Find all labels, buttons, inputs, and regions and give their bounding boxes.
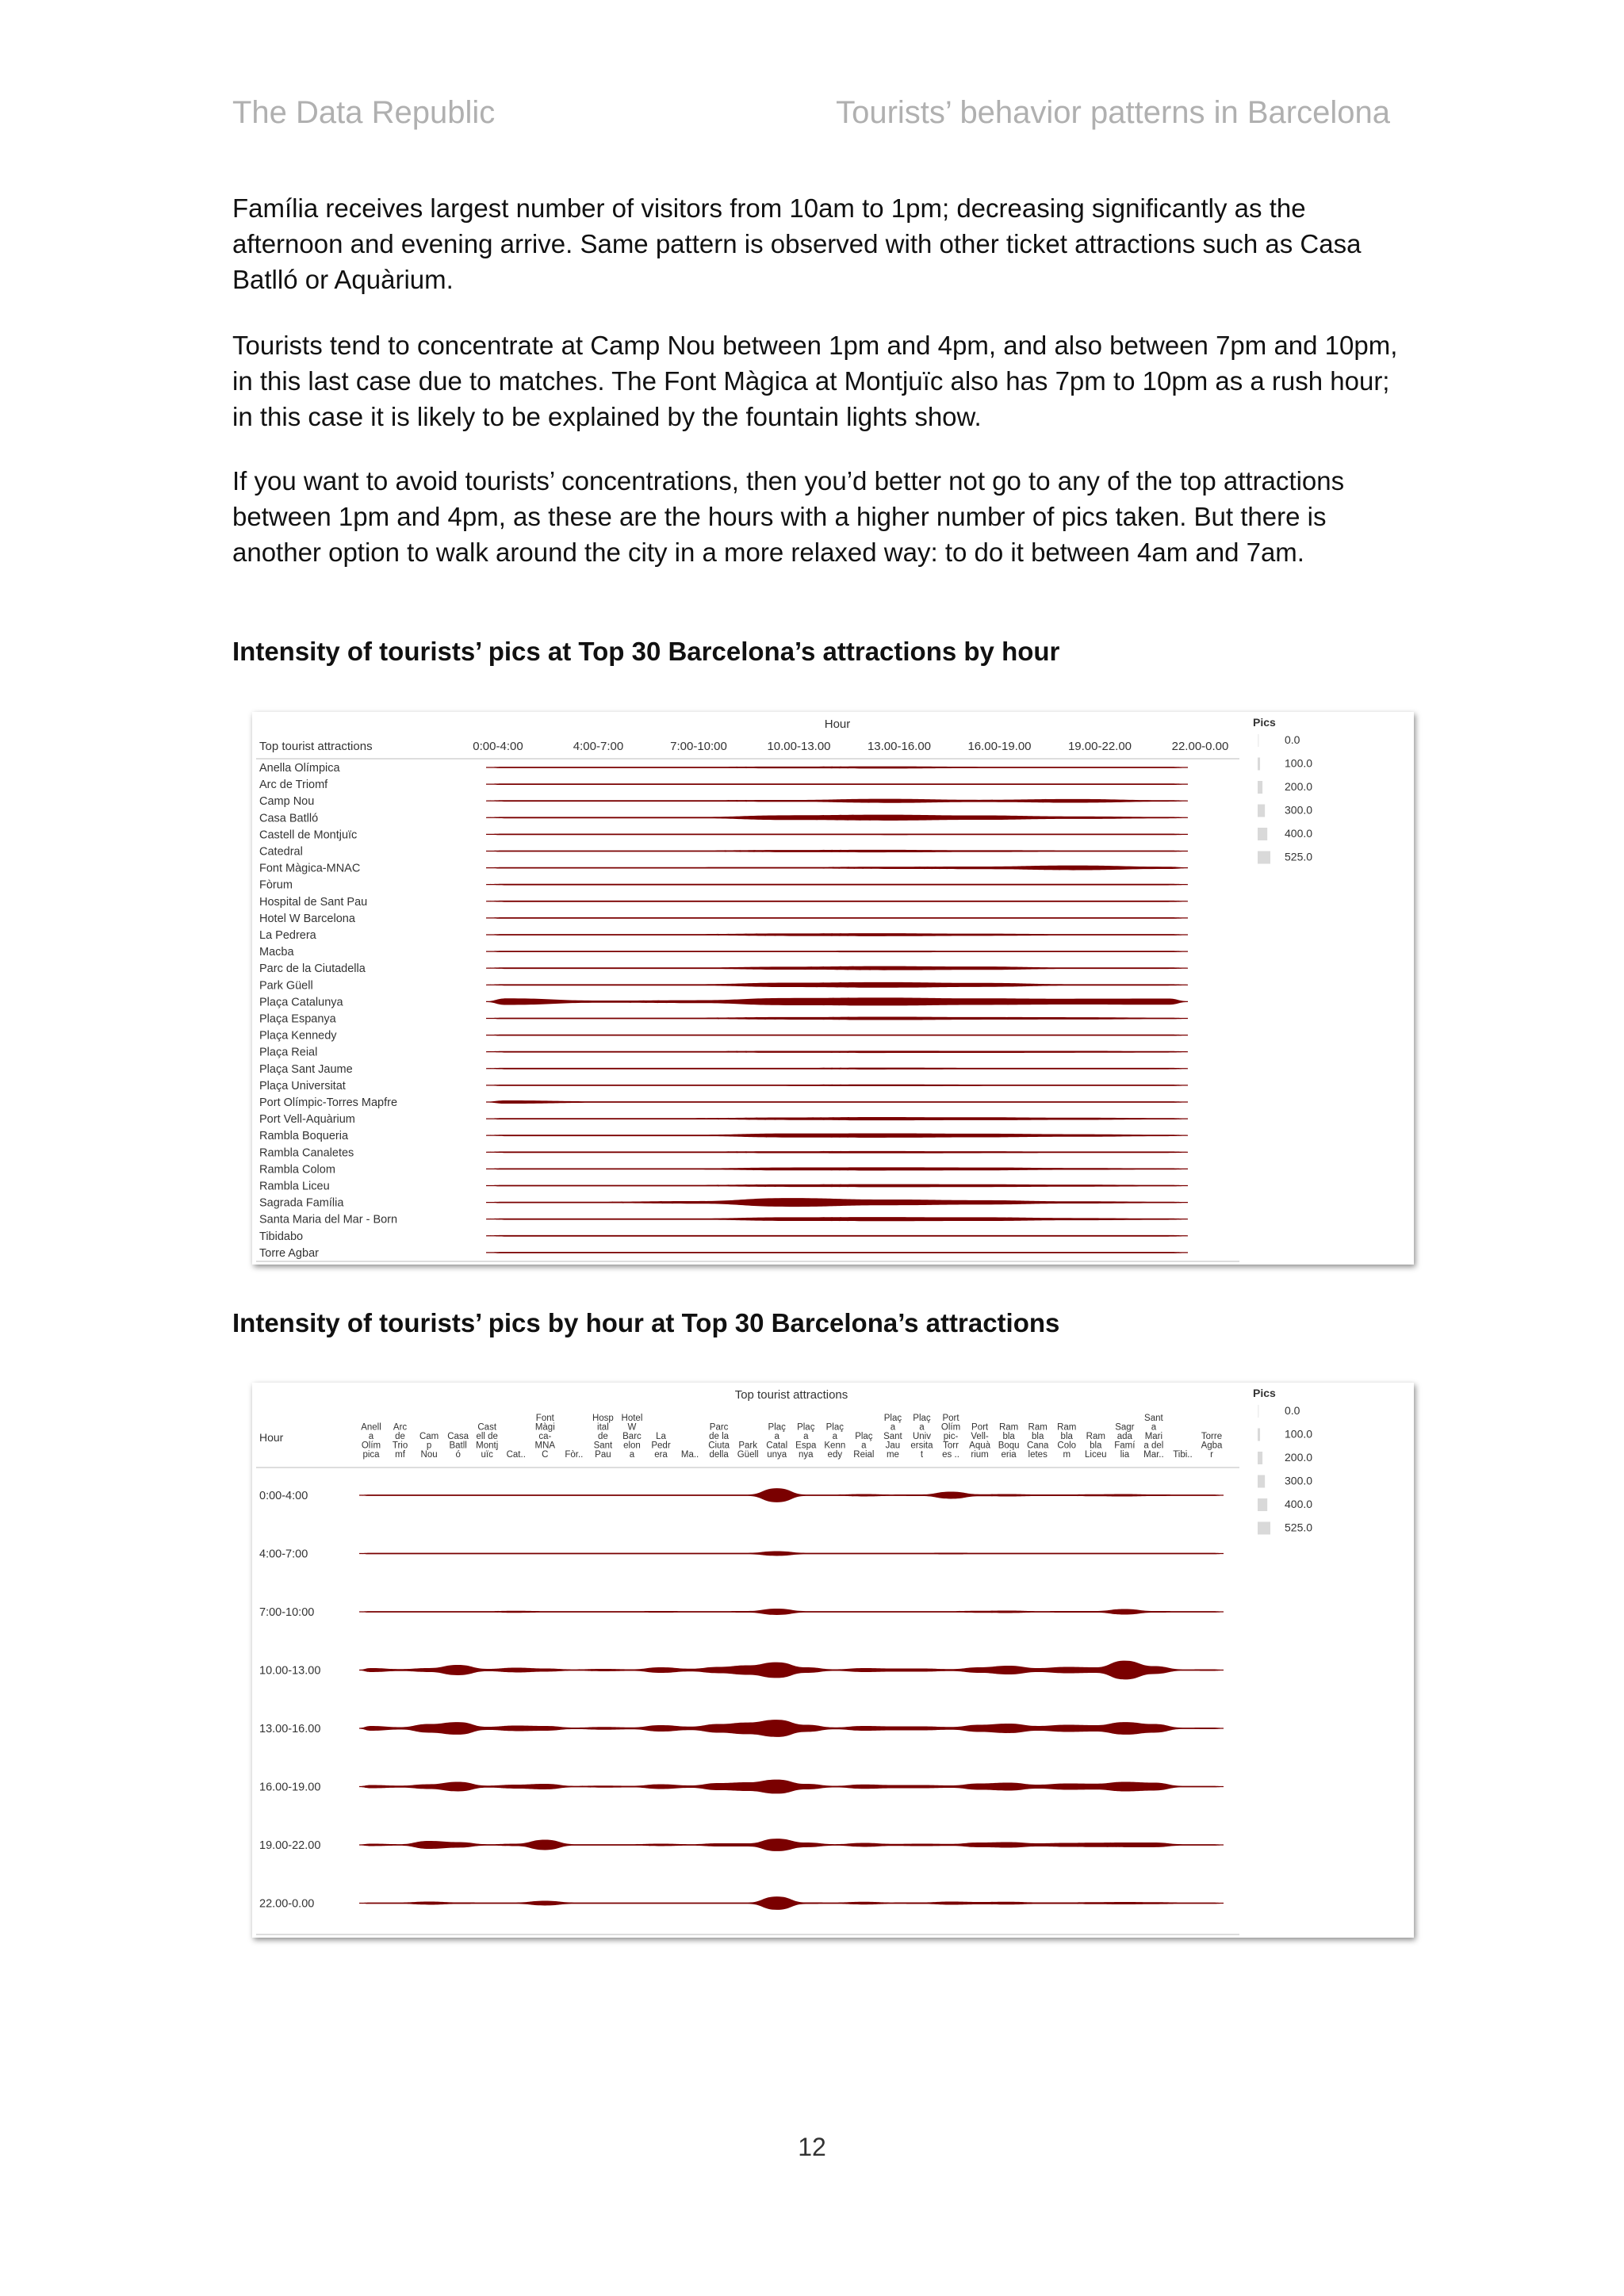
violin-band bbox=[486, 951, 1188, 952]
hour-label: 10.00-13.00 bbox=[767, 740, 831, 753]
attraction-label-line: es .. bbox=[942, 1450, 959, 1460]
violin-band bbox=[486, 815, 1188, 821]
attraction-label-line: Pedr bbox=[651, 1441, 671, 1451]
attraction-label: Sagrada Família bbox=[259, 1196, 344, 1210]
attraction-label bbox=[1057, 1423, 1076, 1460]
attraction-label: Fòrum bbox=[259, 878, 293, 892]
attraction-label-line: Hosp bbox=[592, 1414, 614, 1423]
attraction-label-line: Cam bbox=[419, 1432, 439, 1441]
attraction-label: Rambla Liceu bbox=[259, 1180, 330, 1193]
legend-value: 525.0 bbox=[1285, 1521, 1313, 1534]
violin-band bbox=[486, 966, 1188, 970]
attraction-label-line: Ram bbox=[1086, 1432, 1105, 1441]
attraction-label-line: uïc bbox=[481, 1450, 493, 1460]
row-header: Hour bbox=[259, 1431, 284, 1444]
attraction-label-line: Catal bbox=[766, 1441, 788, 1451]
attraction-label-line: Boqu bbox=[998, 1441, 1020, 1451]
attraction-label-line: unya bbox=[767, 1450, 787, 1460]
violin-band bbox=[486, 997, 1188, 1005]
attraction-label-line: Anell bbox=[361, 1422, 381, 1433]
attraction-label-line: Olím bbox=[361, 1441, 381, 1451]
legend-value: 100.0 bbox=[1285, 756, 1313, 770]
hour-label: 22.00-0.00 bbox=[1171, 740, 1229, 753]
attraction-label-line: me bbox=[886, 1450, 899, 1460]
attraction-label bbox=[795, 1423, 817, 1460]
attraction-label bbox=[592, 1414, 614, 1460]
violin-band bbox=[486, 767, 1188, 769]
attraction-label-line: Jau bbox=[885, 1441, 901, 1451]
attraction-label-line: a bbox=[919, 1422, 925, 1433]
chart-attractions-by-hour bbox=[252, 712, 1414, 1265]
attraction-label-line: lia bbox=[1120, 1450, 1130, 1460]
attraction-label-line: Plaç bbox=[825, 1422, 845, 1433]
attraction-label-line: Colo bbox=[1057, 1441, 1077, 1451]
attraction-label: Plaça Reial bbox=[259, 1046, 318, 1059]
legend-value: 300.0 bbox=[1285, 1474, 1313, 1487]
attraction-label-line: Plaç bbox=[797, 1422, 815, 1433]
attraction-label: Parc de la Ciutadella bbox=[259, 962, 366, 976]
hour-label: 0:00-4:00 bbox=[259, 1490, 308, 1502]
attraction-label-line: Plaç bbox=[768, 1422, 786, 1433]
attraction-label: Hospital de Sant Pau bbox=[259, 895, 368, 909]
hour-labels bbox=[473, 740, 1228, 753]
violin-band bbox=[486, 1252, 1188, 1253]
attraction-label bbox=[476, 1423, 498, 1460]
attraction-label-line: Sagr bbox=[1115, 1422, 1135, 1433]
attraction-label-line: Nou bbox=[420, 1450, 438, 1460]
attraction-label-line: Mari bbox=[1144, 1432, 1163, 1441]
legend-value: 0.0 bbox=[1285, 1404, 1300, 1417]
attraction-label-line: Arc bbox=[393, 1422, 408, 1433]
attraction-label-line: Torr bbox=[943, 1441, 959, 1451]
attraction-label bbox=[419, 1432, 439, 1460]
attraction-label-line: Aquà bbox=[969, 1441, 991, 1451]
paragraph-3: If you want to avoid tourists’ concentrations, then you’d better not go to any of the top attractions between 1pm and 4pm, as these are the hours with a higher number of pics taken. But there is another option to walk around the city in a more relaxed way: to do it between 4am and 7am. bbox=[232, 466, 1345, 567]
attraction-label bbox=[708, 1423, 730, 1460]
attraction-label-line: Port bbox=[942, 1414, 959, 1423]
attraction-label-line: Liceu bbox=[1085, 1450, 1107, 1460]
attraction-label bbox=[853, 1432, 874, 1460]
attraction-label: Casa Batlló bbox=[259, 812, 319, 825]
violin-band bbox=[486, 1085, 1188, 1086]
attraction-label bbox=[622, 1414, 643, 1460]
attraction-label-line: a bbox=[803, 1432, 809, 1441]
attraction-label-line: a del bbox=[1143, 1441, 1164, 1451]
violin-band bbox=[486, 1151, 1188, 1154]
attraction-label bbox=[969, 1423, 990, 1460]
attraction-label-line: edy bbox=[827, 1450, 843, 1460]
attraction-label-line: a bbox=[832, 1432, 838, 1441]
violin-band bbox=[486, 866, 1188, 871]
violin-band bbox=[486, 783, 1188, 785]
attraction-label: Port Olímpic-Torres Mapfre bbox=[259, 1096, 398, 1109]
hour-rows bbox=[259, 1488, 1224, 1910]
attraction-label: Font Màgica-MNAC bbox=[259, 862, 361, 875]
attraction-label-line: bla bbox=[1060, 1432, 1073, 1441]
attraction-label: Hotel W Barcelona bbox=[259, 912, 355, 925]
attraction-label bbox=[1173, 1450, 1193, 1460]
violin-band bbox=[359, 1720, 1224, 1737]
attraction-label-line: m bbox=[1063, 1450, 1071, 1460]
violin-band bbox=[486, 850, 1188, 852]
violin-band bbox=[486, 1167, 1188, 1170]
attraction-label-line: Ma.. bbox=[680, 1450, 699, 1460]
figure-1-title: Intensity of tourists’ pics at Top 30 Barcelona’s attractions by hour bbox=[232, 637, 1060, 666]
attraction-label-line: era bbox=[654, 1450, 668, 1460]
attraction-label-line: eria bbox=[1001, 1450, 1017, 1460]
violin-band bbox=[486, 1050, 1188, 1053]
attraction-label-line: pica bbox=[362, 1450, 380, 1460]
attraction-label bbox=[681, 1450, 699, 1460]
attraction-label-line: r bbox=[1210, 1450, 1213, 1460]
figure-2-title: Intensity of tourists’ pics by hour at Top 30 Barcelona’s attractions bbox=[232, 1308, 1060, 1337]
violin-band bbox=[486, 1184, 1188, 1188]
legend-value: 300.0 bbox=[1285, 803, 1313, 817]
violin-band bbox=[486, 1100, 1188, 1104]
hour-label: 13.00-16.00 bbox=[867, 740, 932, 753]
violin-band bbox=[486, 884, 1188, 886]
violin-band bbox=[359, 1896, 1224, 1910]
legend-title: Pics bbox=[1253, 716, 1276, 729]
violin-band bbox=[486, 799, 1188, 803]
attraction-label-line: ell de bbox=[476, 1432, 498, 1441]
attraction-label-line: Cana bbox=[1026, 1441, 1049, 1451]
attraction-label-line: C bbox=[542, 1450, 549, 1460]
attraction-label bbox=[565, 1450, 583, 1460]
legend bbox=[1253, 716, 1312, 864]
attraction-label-line: ada bbox=[1116, 1432, 1132, 1441]
attraction-label-line: Montj bbox=[476, 1441, 499, 1451]
hour-label: 0:00-4:00 bbox=[473, 740, 523, 753]
attraction-label-line: ó bbox=[455, 1450, 461, 1460]
attraction-label-line: Univ bbox=[912, 1432, 931, 1441]
attraction-label-line: mf bbox=[395, 1450, 405, 1460]
attraction-label: Santa Maria del Mar - Born bbox=[259, 1213, 398, 1226]
attraction-label-line: Fòr.. bbox=[565, 1450, 584, 1460]
attraction-label bbox=[535, 1414, 556, 1460]
legend-swatch bbox=[1258, 1429, 1260, 1441]
attraction-label-line: Casa bbox=[447, 1432, 469, 1441]
attraction-label: Plaça Catalunya bbox=[259, 996, 343, 1009]
attraction-label-line: Sant bbox=[1144, 1414, 1163, 1423]
attraction-label: La Pedrera bbox=[259, 929, 316, 942]
violin-band bbox=[486, 1117, 1188, 1120]
attraction-label: Plaça Kennedy bbox=[259, 1029, 337, 1043]
legend-swatch bbox=[1258, 1405, 1259, 1418]
attraction-label-line: a bbox=[861, 1441, 867, 1451]
violin-band bbox=[486, 1035, 1188, 1036]
legend-swatch bbox=[1258, 1475, 1265, 1488]
attraction-label-line: pic- bbox=[943, 1432, 959, 1441]
attraction-label bbox=[941, 1414, 960, 1460]
attraction-label-line: letes bbox=[1028, 1450, 1048, 1460]
attraction-label-line: Ram bbox=[1057, 1422, 1077, 1433]
legend-value: 100.0 bbox=[1285, 1427, 1313, 1441]
violin-band bbox=[359, 1661, 1224, 1680]
attraction-label-line: Cat.. bbox=[506, 1450, 526, 1460]
attraction-label-line: Torre bbox=[1201, 1432, 1223, 1441]
chart-hour-by-attractions bbox=[252, 1383, 1414, 1938]
paragraph-1: Família receives largest number of visitors from 10am to 1pm; decreasing significantly as the afternoon and evening arrive. Same pattern is observed with other ticket attractions such as Casa Batlló or Aquàrium. bbox=[232, 193, 1362, 294]
attraction-label-line: ital bbox=[597, 1422, 609, 1433]
attraction-rows bbox=[259, 762, 1188, 1260]
attraction-label-line: Sant bbox=[883, 1432, 902, 1441]
header-left-title: The Data Republic bbox=[232, 95, 496, 130]
attraction-label: Tibidabo bbox=[259, 1230, 304, 1243]
violin-band bbox=[359, 1839, 1224, 1851]
hour-label: 19.00-22.00 bbox=[259, 1839, 321, 1852]
attraction-label-line: Plaç bbox=[855, 1432, 873, 1441]
legend-swatch bbox=[1258, 758, 1260, 771]
attraction-label-line: Port bbox=[971, 1422, 989, 1433]
legend-value: 200.0 bbox=[1285, 1451, 1313, 1464]
attraction-label bbox=[910, 1414, 933, 1460]
attraction-label-line: Reial bbox=[853, 1450, 875, 1460]
attraction-label bbox=[998, 1423, 1020, 1460]
hour-label: 7:00-10:00 bbox=[259, 1606, 315, 1619]
violin-band bbox=[359, 1609, 1224, 1615]
attraction-label-line: La bbox=[656, 1432, 666, 1441]
attraction-label-line: a bbox=[1151, 1422, 1157, 1433]
figure-1 bbox=[252, 712, 1414, 1265]
hour-label: 4:00-7:00 bbox=[259, 1548, 308, 1561]
attraction-label: Port Vell-Aquàrium bbox=[259, 1113, 355, 1127]
attraction-label-line: Ciuta bbox=[708, 1441, 730, 1451]
attraction-label-line: nya bbox=[799, 1450, 814, 1460]
attraction-label bbox=[1027, 1423, 1049, 1460]
legend-value: 0.0 bbox=[1285, 733, 1300, 746]
column-header: Hour bbox=[824, 718, 851, 731]
attraction-label-line: ca- bbox=[538, 1432, 552, 1441]
legend-swatch bbox=[1258, 781, 1262, 794]
hour-label: 4:00-7:00 bbox=[573, 740, 624, 753]
attraction-label-line: Cast bbox=[477, 1422, 497, 1433]
violin-band bbox=[486, 1198, 1188, 1207]
attraction-label bbox=[361, 1423, 381, 1460]
attraction-label-line: Tibi.. bbox=[1173, 1450, 1193, 1460]
attraction-label-line: Ram bbox=[998, 1422, 1019, 1433]
hour-label: 16.00-19.00 bbox=[967, 740, 1032, 753]
legend bbox=[1253, 1387, 1312, 1535]
legend-swatch bbox=[1258, 828, 1267, 840]
hour-label: 13.00-16.00 bbox=[259, 1723, 321, 1735]
hour-label: 19.00-22.00 bbox=[1067, 740, 1132, 753]
attraction-label-line: Màgi bbox=[534, 1422, 555, 1433]
attraction-label: Plaça Espanya bbox=[259, 1012, 336, 1026]
attraction-label-line: Olím bbox=[940, 1422, 961, 1433]
violin-band bbox=[486, 901, 1188, 902]
attraction-label bbox=[507, 1450, 526, 1460]
legend-swatch bbox=[1258, 851, 1270, 864]
attraction-label-line: Ram bbox=[1028, 1422, 1048, 1433]
attraction-label bbox=[447, 1432, 469, 1460]
attraction-label-line: Park bbox=[738, 1441, 758, 1451]
violin-band bbox=[359, 1552, 1224, 1556]
column-header: Top tourist attractions bbox=[734, 1388, 848, 1402]
attraction-label: Plaça Sant Jaume bbox=[259, 1062, 353, 1076]
attraction-label-line: elon bbox=[623, 1441, 641, 1451]
attraction-label: Anella Olímpica bbox=[259, 762, 340, 775]
attraction-label-line: de bbox=[395, 1432, 405, 1441]
attraction-label-line: Hotel bbox=[621, 1414, 643, 1423]
attraction-label: Plaça Universitat bbox=[259, 1079, 346, 1093]
attraction-label-line: Trio bbox=[392, 1441, 408, 1451]
attraction-label-line: Mar.. bbox=[1143, 1450, 1164, 1460]
violin-band bbox=[486, 1235, 1188, 1237]
attraction-label-line: Espa bbox=[795, 1441, 817, 1451]
legend-value: 200.0 bbox=[1285, 780, 1313, 793]
legend-swatch bbox=[1258, 1522, 1270, 1535]
attraction-label-line: a bbox=[368, 1432, 374, 1441]
violin-band bbox=[486, 1016, 1188, 1020]
attraction-label: Macba bbox=[259, 946, 294, 959]
violin-band bbox=[486, 933, 1188, 936]
attraction-label bbox=[824, 1423, 845, 1460]
attraction-label-line: a bbox=[629, 1450, 635, 1460]
attraction-label bbox=[1085, 1432, 1107, 1460]
attraction-label-line: p bbox=[426, 1441, 432, 1451]
row-header: Top tourist attractions bbox=[259, 740, 373, 753]
attraction-label: Catedral bbox=[259, 845, 303, 859]
attraction-label bbox=[1143, 1414, 1164, 1460]
violin-band bbox=[359, 1780, 1224, 1794]
attraction-label-line: bla bbox=[1002, 1432, 1015, 1441]
attraction-label-line: Barc bbox=[622, 1432, 642, 1441]
paragraph-2: Tourists tend to concentrate at Camp Nou between 1pm and 4pm, and also between 7pm and 10pm, in this last case due to matches. The Font Màgica at Montjuïc also has 7pm to 10pm as a rush hour; in this case it is likely to be explained by the fountain lights show. bbox=[232, 331, 1398, 431]
attraction-label-line: Pau bbox=[595, 1450, 611, 1460]
attraction-label-line: Güell bbox=[737, 1450, 759, 1460]
attraction-label-line: Parc bbox=[709, 1422, 729, 1433]
attraction-label: Rambla Canaletes bbox=[259, 1146, 354, 1160]
violin-band bbox=[486, 1133, 1188, 1137]
attraction-label-line: ersita bbox=[910, 1441, 933, 1451]
hour-label: 7:00-10:00 bbox=[670, 740, 727, 753]
attraction-label-line: de bbox=[598, 1432, 608, 1441]
violin-band bbox=[486, 833, 1188, 835]
attraction-label bbox=[1201, 1432, 1223, 1460]
legend-swatch bbox=[1258, 805, 1265, 817]
attraction-label-line: a bbox=[774, 1432, 779, 1441]
attraction-label: Arc de Triomf bbox=[259, 779, 328, 792]
figure-2 bbox=[252, 1383, 1414, 1938]
attraction-label bbox=[766, 1423, 787, 1460]
attraction-label-line: bla bbox=[1090, 1441, 1102, 1451]
attraction-label-line: MNA bbox=[534, 1441, 556, 1451]
attraction-label-line: Kenn bbox=[824, 1441, 846, 1451]
attraction-label-line: della bbox=[709, 1450, 729, 1460]
legend-swatch bbox=[1258, 1452, 1262, 1464]
attraction-label bbox=[1114, 1423, 1136, 1460]
attraction-label-line: Agba bbox=[1201, 1441, 1223, 1451]
attraction-label-line: a bbox=[890, 1422, 896, 1433]
attraction-label-line: t bbox=[920, 1450, 924, 1460]
attraction-label-line: Plaç bbox=[913, 1414, 931, 1423]
attraction-label: Castell de Montjuïc bbox=[259, 828, 358, 842]
attraction-label: Rambla Colom bbox=[259, 1163, 335, 1177]
hour-label: 10.00-13.00 bbox=[259, 1664, 321, 1678]
legend-value: 400.0 bbox=[1285, 1498, 1313, 1510]
violin-band bbox=[486, 1068, 1188, 1070]
attraction-label-line: bla bbox=[1032, 1432, 1044, 1441]
legend-value: 525.0 bbox=[1285, 850, 1313, 863]
violin-band bbox=[359, 1488, 1224, 1502]
attraction-label bbox=[393, 1423, 408, 1460]
attraction-labels bbox=[361, 1414, 1223, 1460]
violin-band bbox=[486, 982, 1188, 988]
attraction-label-line: rium bbox=[971, 1450, 989, 1460]
hour-label: 16.00-19.00 bbox=[259, 1781, 321, 1794]
attraction-label-line: Famí bbox=[1114, 1441, 1136, 1451]
attraction-label: Rambla Boqueria bbox=[259, 1130, 349, 1143]
violin-band bbox=[486, 917, 1188, 919]
attraction-label: Park Güell bbox=[259, 979, 313, 993]
attraction-label-line: Sant bbox=[593, 1441, 613, 1451]
header-right-title: Tourists’ behavior patterns in Barcelona bbox=[836, 95, 1390, 130]
attraction-label-line: W bbox=[627, 1422, 637, 1433]
attraction-label: Camp Nou bbox=[259, 795, 315, 809]
hour-label: 22.00-0.00 bbox=[259, 1897, 315, 1911]
attraction-label bbox=[737, 1441, 759, 1460]
attraction-label: Torre Agbar bbox=[259, 1246, 319, 1260]
attraction-label-line: Plaç bbox=[883, 1414, 902, 1423]
attraction-label-line: Batll bbox=[449, 1441, 467, 1451]
legend-value: 400.0 bbox=[1285, 827, 1313, 840]
attraction-label-line: Vell- bbox=[971, 1432, 989, 1441]
legend-title: Pics bbox=[1253, 1387, 1276, 1399]
page-number: 12 bbox=[798, 2133, 826, 2161]
attraction-label bbox=[883, 1414, 902, 1460]
legend-swatch bbox=[1258, 734, 1259, 747]
violin-band bbox=[486, 1217, 1188, 1221]
attraction-label bbox=[651, 1432, 670, 1460]
legend-swatch bbox=[1258, 1498, 1267, 1511]
attraction-label-line: de la bbox=[709, 1432, 730, 1441]
attraction-label-line: Font bbox=[535, 1414, 554, 1423]
